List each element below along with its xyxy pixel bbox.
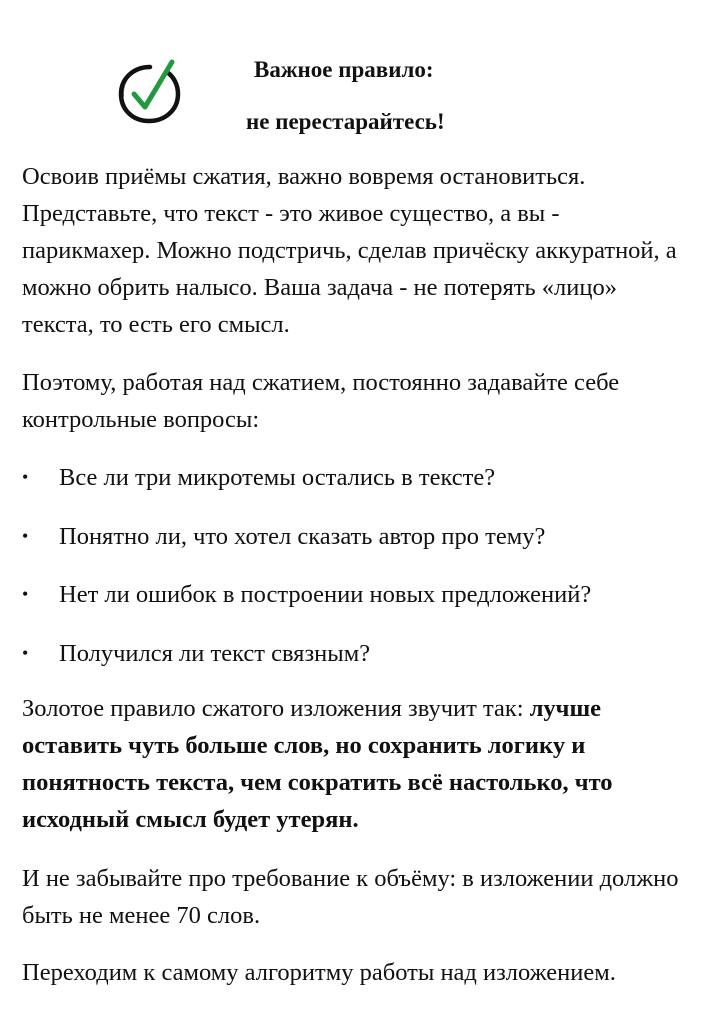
paragraph-golden-rule: [22, 690, 690, 838]
paragraph-transition: Переходим к самому алгоритму работы над изложением.: [22, 959, 616, 986]
list-item: [22, 459, 690, 518]
list-item: [22, 576, 690, 635]
question-text: Понятно ли, что хотел сказать автор про тему?: [59, 522, 546, 550]
questions-list: [22, 459, 690, 693]
golden-rule-lead: Золотое правило сжатого изложения звучит так:: [22, 695, 530, 722]
bullet-dot-icon: •: [22, 467, 29, 487]
paragraph-intro: Освоив приёмы сжатия, важно вовремя остановиться. Представьте, что текст - это живое существо, а вы - парикмахер. Можно подстричь, сделав причёску аккуратной, а можно обрить налысо. Ваша задача - не потерять «лицо» текста, то есть его смысл.: [22, 163, 677, 338]
question-text: Получился ли текст связным?: [59, 639, 371, 667]
golden-rule-bold: лучше оставить чуть больше слов, но сохранить логику и понятность текста, чем сократить всё настолько, что исходный смысл будет утерян.: [22, 695, 613, 833]
bullet-dot-icon: •: [22, 642, 29, 663]
bullet-dot-icon: •: [22, 584, 29, 604]
question-text: Нет ли ошибок в построении новых предложений?: [59, 581, 592, 608]
bullet-dot-icon: •: [22, 525, 29, 546]
check-circle-icon: [112, 54, 190, 132]
paragraph-questions-intro: Поэтому, работая над сжатием, постоянно задавайте себе контрольные вопросы:: [22, 369, 620, 433]
title-line-1: Важное правило:: [254, 57, 434, 82]
paragraph-volume-requirement: И не забывайте про требование к объёму: в изложении должно быть не менее 70 слов.: [22, 865, 679, 929]
list-item: [22, 635, 690, 694]
list-item: [22, 518, 690, 577]
title-line-2: не перестарайтесь!: [246, 109, 445, 134]
question-text: Все ли три микротемы остались в тексте?: [59, 464, 496, 491]
